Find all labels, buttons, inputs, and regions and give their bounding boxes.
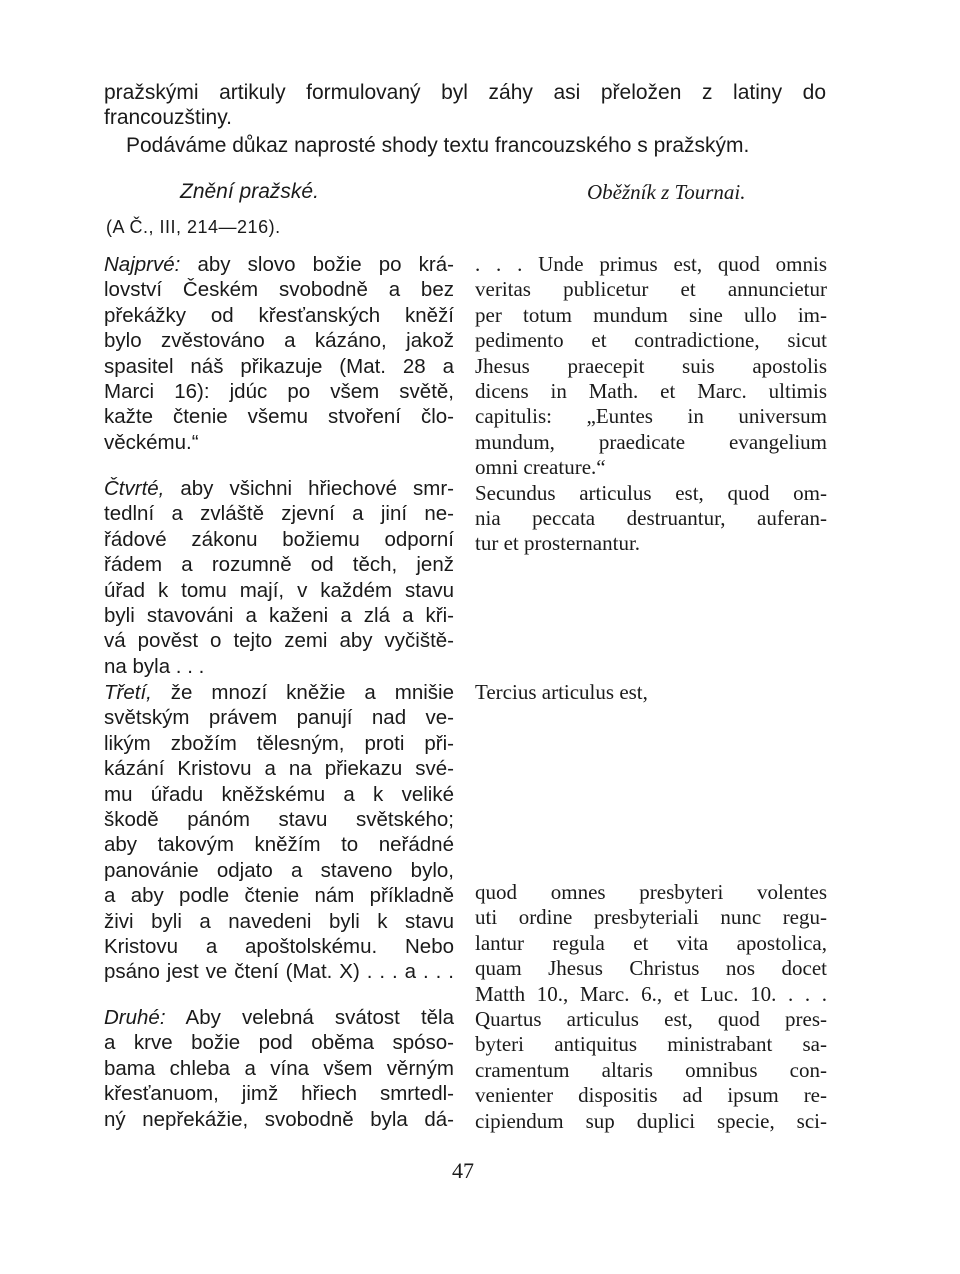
text-line: byteri antiquitus ministrabant sa-	[475, 1032, 827, 1057]
text-line: panovánie odjato a staveno bylo,	[104, 858, 454, 882]
paragraph-label: Druhé:	[104, 1006, 166, 1029]
text-line: pedimento et contradictione, sicut	[475, 328, 827, 353]
text-line: mu úřadu kněžskému a k veliké	[104, 782, 454, 806]
paragraph-najprve	[104, 252, 454, 455]
paragraph-label: Čtvrté,	[104, 477, 165, 500]
text-line: likým zbožím tělesným, proti při-	[104, 731, 454, 755]
paragraph-ctvrte	[104, 476, 454, 679]
intro-line-1: pražskými artikuly formulovaný byl záhy asi přeložen z latiny do	[104, 81, 826, 104]
intro-line-2: francouzštiny.	[104, 106, 232, 129]
text-line: nia peccata destruantur, auferan-	[475, 506, 827, 531]
text-line: a krve božie pod oběma spóso-	[104, 1031, 454, 1055]
paragraph-druhe	[104, 1005, 454, 1132]
text-line: lovství Českém svobodně a bez	[104, 278, 454, 302]
text-line: překážky od křesťanských kněží	[104, 303, 454, 327]
text-line: byli stavováni a kaženi a zlá a kři-	[104, 604, 454, 628]
text-line: psáno jest ve čtení (Mat. X) . . . a . . .	[104, 960, 454, 984]
text-line: venienter dispositis ad ipsum re-	[475, 1083, 827, 1108]
text-line: Třetí, že mnozí kněžie a mnišie	[104, 681, 454, 704]
text-line: tedlní a zvláště zjevní a jiní ne-	[104, 502, 454, 526]
text-line: bama chleba a vína všem věrným	[104, 1056, 454, 1080]
text-line: tur et prosternantur.	[475, 531, 641, 556]
right-column	[475, 0, 827, 1274]
text-line: Matth 10., Marc. 6., et Luc. 10. . . .	[475, 981, 827, 1006]
text-line: a aby podle čtenie nám příkladně	[104, 884, 454, 908]
text-line: veritas publicetur et annuncietur	[475, 277, 827, 302]
text-line: capitulis: „Euntes in universum	[475, 404, 827, 429]
paragraph-label: Najprvé:	[104, 253, 181, 276]
text-line: uti ordine presbyteriali nunc regu-	[475, 905, 827, 930]
text-line: per totum mundum sine ullo im-	[475, 302, 827, 327]
left-column-reference: (A Č., III, 214—216).	[106, 217, 281, 237]
text-line: na byla . . .	[104, 654, 205, 678]
text-line: řádové zákonu božiemu odporní	[104, 527, 454, 551]
page-number: 47	[452, 1158, 474, 1183]
text-line: Tercius articulus est,	[475, 680, 648, 704]
text-line: Quartus articulus est, quod pres-	[475, 1007, 827, 1032]
paragraph-label: Třetí,	[104, 681, 152, 704]
text-line: Najprvé: aby slovo božie po krá-	[104, 253, 454, 276]
text-line: spasitel náš přikazuje (Mat. 28 a	[104, 354, 454, 378]
text-line: . . . Unde primus est, quod omnis	[475, 252, 827, 276]
left-column	[104, 0, 454, 1274]
text-line: lantur regula et vita apostolica,	[475, 930, 827, 955]
text-line: ný nepřekážie, svobodně byla dá-	[104, 1107, 454, 1131]
text-line: Secundus articulus est, quod om-	[475, 480, 827, 505]
text-line: Marci 16): jdúc po všem světě,	[104, 380, 454, 404]
text-line: Druhé: Aby velebná svátost těla	[104, 1006, 454, 1029]
text-line: kažte čtenie všemu stvoření člo-	[104, 405, 454, 429]
text-line: aby takovým kněžím to neřádné	[104, 833, 454, 857]
text-line: dicens in Math. et Marc. ultimis	[475, 379, 827, 404]
text-line: kázání Kristovu a na přiekazu své-	[104, 757, 454, 781]
text-line: quam Jhesus Christus nos docet	[475, 956, 827, 981]
text-line: živi byli a navedeni byli k stavu	[104, 909, 454, 933]
text-line: omni creature.“	[475, 455, 606, 480]
text-line: řádem a rozumně od těch, jenž	[104, 553, 454, 577]
text-line: škodě pánóm stavu světského;	[104, 808, 454, 832]
text-line: cramentum altaris omnibus con-	[475, 1057, 827, 1082]
paragraph-unde-primus	[475, 252, 827, 557]
text-line: světským právem panují nad ve-	[104, 706, 454, 730]
paragraph-tercius	[475, 680, 827, 705]
text-line: mundum, praedicate evangelium	[475, 429, 827, 454]
text-line: věckému.“	[104, 430, 199, 454]
right-column-heading: Oběžník z Tournai.	[587, 180, 746, 204]
text-line: úřad k tomu mají, v každém stavu	[104, 578, 454, 602]
left-column-heading: Znění pražské.	[180, 180, 319, 203]
intro-line-3: Podáváme důkaz naprosté shody textu francouzského s pražským.	[126, 134, 750, 157]
paragraph-quod-omnes	[475, 880, 827, 1134]
text-line: Jhesus praecepit suis apostolis	[475, 353, 827, 378]
paragraph-treti	[104, 680, 454, 985]
text-line: quod omnes presbyteri volentes	[475, 880, 827, 904]
text-line: bylo zvěstováno a kázáno, jakož	[104, 329, 454, 353]
text-line: křesťanuom, jimž hřiech smrtedl-	[104, 1082, 454, 1106]
text-line: cipiendum sup duplici specie, sci-	[475, 1108, 827, 1133]
text-line: Kristovu a apoštolskému. Nebo	[104, 935, 454, 959]
text-line: Čtvrté, aby všichni hřiechové smr-	[104, 477, 454, 500]
text-line: vá pověst o tejto zemi aby vyčiště-	[104, 629, 454, 653]
